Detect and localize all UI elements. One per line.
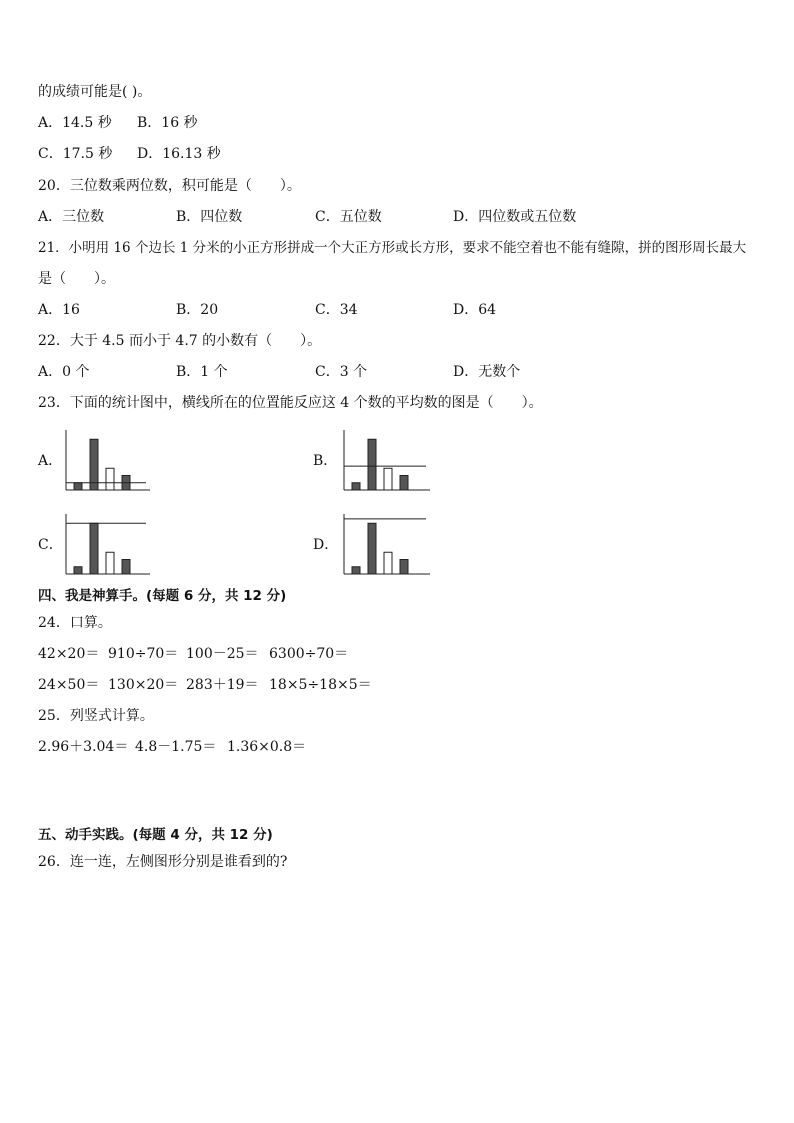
bar-2 [90,523,98,574]
q24-r2-c4: 18×5÷18×5＝ [269,677,372,693]
q24-r1-c2: 910÷70＝ [108,646,179,662]
bar-4 [400,560,408,575]
bar-1 [74,567,82,574]
bar-3 [106,552,114,574]
q21-stem-line2: 是（ ）。 [38,271,115,287]
bar-chart-a [60,430,150,492]
bar-1 [352,483,360,490]
q22-stem: 22．大于 4.5 而小于 4.7 的小数有（ ）。 [38,333,322,349]
q19-option-a: A．14.5 秒 [38,115,112,131]
q21-option-b: B．20 [176,302,219,318]
bar-3 [106,468,114,490]
bar-4 [400,476,408,491]
q22-option-d: D．无数个 [453,364,521,380]
q24-r2-c3: 283＋19＝ [186,677,259,693]
q21-option-d: D．64 [453,302,497,318]
q21-option-a: A．16 [38,302,80,318]
q21-option-c: C．34 [315,302,358,318]
q24-stem: 24．口算。 [38,615,112,631]
q25-c1: 2.96＋3.04＝ [38,739,129,755]
q21-stem-line1: 21．小明用 16 个边长 1 分米的小正方形拼成一个大正方形或长方形，要求不能空着也不能有缝隙，拼的图形周长最大 [38,240,747,256]
bar-chart-d [338,514,430,576]
bar-1 [74,483,82,490]
q25-stem: 25．列竖式计算。 [38,708,154,724]
bar-chart-c [60,514,150,576]
q24-r2-c1: 24×50＝ [38,677,100,693]
q24-r1-c4: 6300÷70＝ [269,646,349,662]
q23-label-a: A． [38,453,63,469]
q19-option-c: C．17.5 秒 [38,146,113,162]
q23-label-b: B． [313,453,338,469]
q23-label-c: C． [38,537,63,553]
section-5-title: 五、动手实践。(每题 4 分，共 12 分) [38,827,273,843]
bar-4 [122,560,130,575]
q22-option-a: A．0 个 [38,364,90,380]
q24-r2-c2: 130×20＝ [108,677,179,693]
bar-2 [368,523,376,574]
q22-option-b: B．1 个 [176,364,228,380]
bar-1 [352,567,360,574]
q25-c3: 1.36×0.8＝ [227,739,307,755]
bar-3 [384,468,392,490]
q24-r1-c3: 100－25＝ [186,646,259,662]
bar-2 [368,439,376,490]
q23-label-d: D． [313,537,339,553]
q20-option-b: B．四位数 [176,209,243,225]
q20-option-a: A．三位数 [38,209,105,225]
q20-option-c: C．五位数 [315,209,382,225]
bar-3 [384,552,392,574]
q20-stem: 20．三位数乘两位数，积可能是（ ）。 [38,178,301,194]
section-4-title: 四、我是神算手。(每题 6 分，共 12 分) [38,588,287,604]
q25-c2: 4.8－1.75＝ [135,739,217,755]
q19-option-b: B．16 秒 [137,115,198,131]
q19-stem-tail: 的成绩可能是( )。 [38,84,152,100]
q19-option-d: D．16.13 秒 [137,146,221,162]
q26-stem: 26．连一连，左侧图形分别是谁看到的? [38,854,288,870]
q22-option-c: C．3 个 [315,364,368,380]
q23-stem: 23．下面的统计图中，横线所在的位置能反应这 4 个数的平均数的图是（ ）。 [38,395,543,411]
bar-chart-b [338,430,430,492]
q24-r1-c1: 42×20＝ [38,646,100,662]
q20-option-d: D．四位数或五位数 [453,209,577,225]
